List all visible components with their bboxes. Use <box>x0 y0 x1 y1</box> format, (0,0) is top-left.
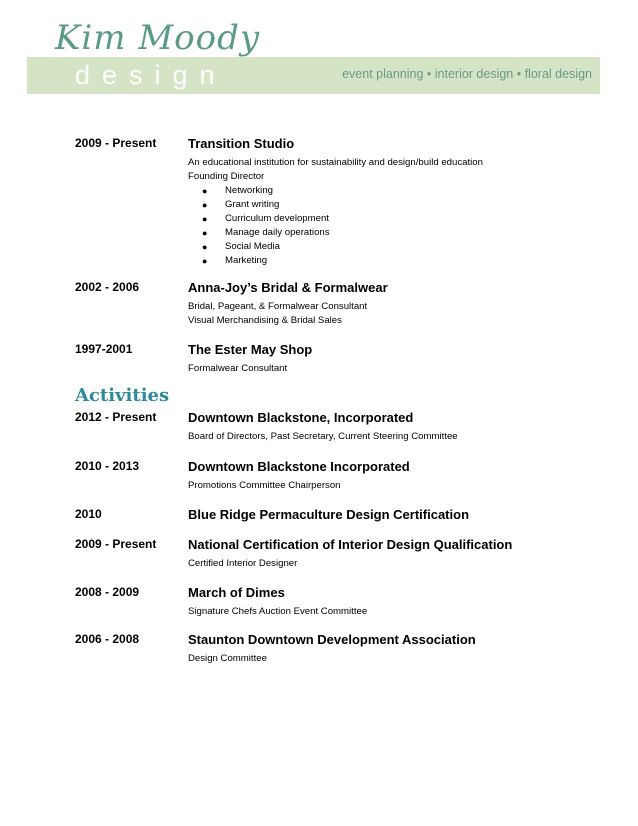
entry-line: Design Committee <box>188 653 267 664</box>
letterhead <box>27 12 600 94</box>
bullet-item: ● Networking <box>202 185 273 196</box>
entry-line: Promotions Committee Chairperson <box>188 480 341 491</box>
bullet-dot: ● <box>202 242 208 252</box>
bullet-dot: ● <box>202 186 208 196</box>
logo-name: Kim Moody <box>55 18 261 58</box>
entry-org: National Certification of Interior Design Qualification <box>188 537 513 552</box>
entry-org: The Ester May Shop <box>188 342 313 357</box>
entry-line: Founding Director <box>188 171 265 182</box>
entry-org: Downtown Blackstone Incorporated <box>188 459 410 474</box>
entry-line: Bridal, Pageant, & Formalwear Consultant <box>188 301 368 312</box>
entry-date: 2009 - Present <box>75 537 157 551</box>
entry-line: Signature Chefs Auction Event Committee <box>188 606 368 617</box>
entry-line: Visual Merchandising & Bridal Sales <box>188 315 342 326</box>
entry-line: Formalwear Consultant <box>188 363 288 374</box>
bullet-item: ● Curriculum development <box>202 213 329 224</box>
entry-date: 2009 - Present <box>75 136 157 150</box>
logo-design-word: design <box>75 60 227 90</box>
entry-org: March of Dimes <box>188 585 285 600</box>
bullet-item: ● Marketing <box>202 255 268 266</box>
entry-org: Anna-Joy’s Bridal & Formalwear <box>188 280 388 295</box>
entry-date: 1997-2001 <box>75 342 133 356</box>
bullet-dot: ● <box>202 200 208 210</box>
entry-org: Blue Ridge Permaculture Design Certification <box>188 507 470 522</box>
entry-line: Certified Interior Designer <box>188 558 298 569</box>
tagline: event planning • interior design • floral design <box>342 67 592 81</box>
entry-org: Transition Studio <box>188 136 295 151</box>
bullet-item: ● Manage daily operations <box>202 227 330 238</box>
section-title-activities: Activities <box>75 385 170 406</box>
bullet-item: ● Social Media <box>202 241 280 252</box>
entry-line: Board of Directors, Past Secretary, Current Steering Committee <box>188 431 458 442</box>
bullet-dot: ● <box>202 214 208 224</box>
bullet-dot: ● <box>202 228 208 238</box>
entry-org: Downtown Blackstone, Incorporated <box>188 410 414 425</box>
entry-date: 2010 <box>75 507 102 521</box>
entry-date: 2002 - 2006 <box>75 280 140 294</box>
entry-org: Staunton Downtown Development Association <box>188 632 476 647</box>
bullet-list <box>188 184 608 268</box>
entry-date: 2010 - 2013 <box>75 459 140 473</box>
entry-date: 2006 - 2008 <box>75 632 140 646</box>
bullet-item: ● Grant writing <box>202 199 280 210</box>
bullet-dot: ● <box>202 256 208 266</box>
entry-date: 2012 - Present <box>75 410 157 424</box>
entry-date: 2008 - 2009 <box>75 585 140 599</box>
entry-line: An educational institution for sustainability and design/build education <box>188 157 483 168</box>
